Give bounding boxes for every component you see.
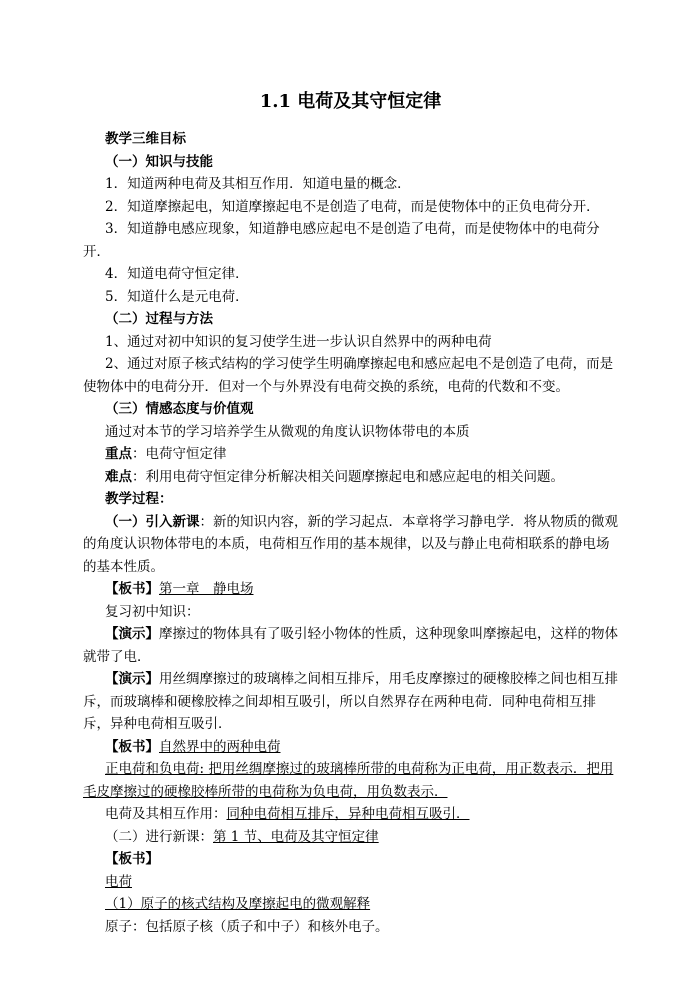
list-item: 1、通过对初中知识的复习使学生进一步认识自然界中的两种电荷 [105, 333, 492, 350]
list-item: 2、通过对原子核式结构的学习使学生明确摩擦起电和感应起电不是创造了电荷，而是使物体中的电荷分开．但对一个与外界没有电荷交换的系统，电荷的代数和不变。 [83, 356, 614, 395]
list-item: 1．知道两种电荷及其相互作用．知道电量的概念． [105, 176, 411, 192]
positive-negative-charge: 正电荷和负电荷: 把用丝绸摩擦过的玻璃棒所带的电荷称为正电荷，用正数表示．把用毛皮摩擦过的硬橡胶棒所带的电荷称为负电荷，用负数表示． [83, 761, 614, 800]
board-note [83, 736, 618, 759]
key-text: ：电荷守恒定律 [132, 446, 227, 462]
charge-heading: 电荷 [105, 873, 132, 890]
new-lesson-prefix: （二）进行新课： [105, 828, 213, 845]
interaction-prefix: 电荷及其相互作用： [105, 806, 227, 822]
difficulty-label: 难点 [105, 468, 132, 485]
objectives-heading: 教学三维目标 [105, 131, 186, 147]
page-title: 1.1 电荷及其守恒定律 [259, 91, 442, 112]
list-item: 2．知道摩擦起电，知道摩擦起电不是创造了电荷，而是使物体中的正负电荷分开． [105, 198, 600, 215]
interaction-text: 同种电荷相互排斥，异种电荷相互吸引． [226, 806, 470, 822]
intro-paragraph [83, 511, 618, 579]
difficulty-point [83, 466, 618, 489]
difficulty-text: ：利用电荷守恒定律分析解决相关问题摩擦起电和感应起电的相关问题。 [132, 468, 564, 485]
key-label: 重点 [105, 446, 132, 462]
demo-paragraph [83, 668, 618, 736]
board-label: 【板书】 [105, 581, 159, 597]
section-heading-method: （二）过程与方法 [105, 311, 213, 327]
board-note [83, 578, 618, 601]
new-lesson-text: 第 1 节、电荷及其守恒定律 [213, 828, 379, 845]
values-text: 通过对本节的学习培养学生从微观的角度认识物体带电的本质 [105, 423, 470, 440]
atom-text: 原子：包括原子核（质子和中子）和核外电子。 [105, 918, 389, 935]
atom-structure-heading: （1）原子的核式结构及摩擦起电的微观解释 [105, 896, 371, 912]
list-item: 3．知道静电感应现象，知道静电感应起电不是创造了电荷，而是使物体中的电荷分开． [83, 221, 600, 260]
board-text: 第一章 静电场 [159, 581, 254, 597]
interaction-line [83, 803, 618, 826]
intro-text: ：新的知识内容，新的学习起点．本章将学习静电学．将从物质的微观的角度认识物体带电的本质，电荷相互作用的基本规律，以及与静止电荷相联系的静电场的基本性质。 [83, 513, 618, 575]
process-heading: 教学过程： [105, 491, 173, 507]
demo-label: 【演示】 [105, 671, 159, 687]
board-text: 自然界中的两种电荷 [159, 738, 281, 755]
demo-text: 摩擦过的物体具有了吸引轻小物体的性质，这种现象叫摩擦起电，这样的物体就带了电． [83, 626, 618, 665]
demo-label: 【演示】 [105, 626, 159, 642]
review-text: 复习初中知识： [105, 603, 200, 620]
section-heading-values: （三）情感态度与价值观 [105, 401, 254, 417]
list-item: 5．知道什么是元电荷． [105, 288, 249, 305]
demo-paragraph [83, 623, 618, 668]
list-item: 4．知道电荷守恒定律． [105, 266, 249, 282]
document-page [83, 84, 618, 938]
key-point [83, 443, 618, 466]
board-note: 【板书】 [105, 851, 159, 867]
section-heading-knowledge: （一）知识与技能 [105, 153, 213, 170]
demo-text: 用丝绸摩擦过的玻璃棒之间相互排斥，用毛皮摩擦过的硬橡胶棒之间也相互排斥，而玻璃棒和硬橡胶棒之间却相互吸引，所以自然界存在两种电荷．同种电荷相互排斥，异种电荷相互吸引． [83, 671, 618, 732]
intro-label: （一）引入新课 [105, 513, 200, 530]
new-lesson-line [83, 826, 618, 849]
board-label: 【板书】 [105, 738, 159, 755]
